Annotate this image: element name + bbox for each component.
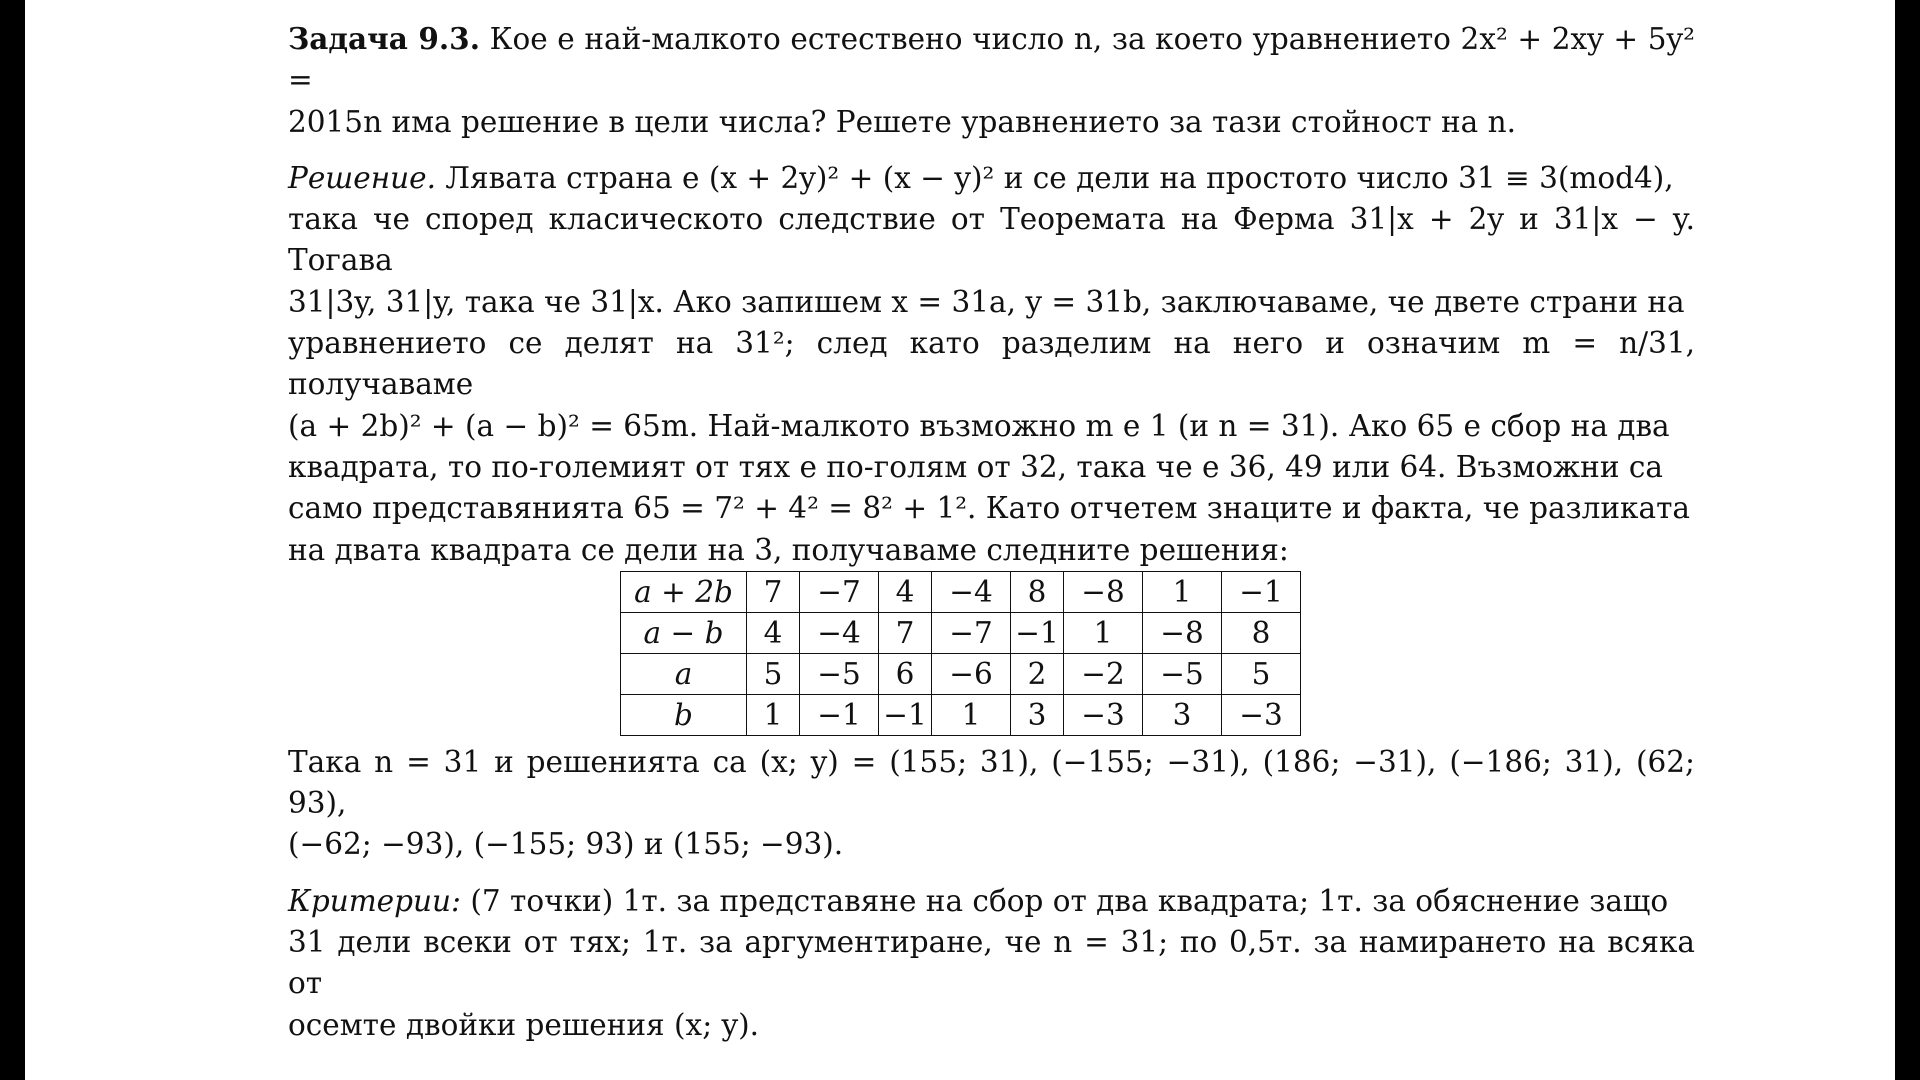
- table-row: [621, 612, 1301, 653]
- table-cell: −5: [800, 653, 879, 694]
- table-cell: 8: [1011, 571, 1064, 612]
- criteria-line-2: 31 дели всеки от тях; 1т. за аргументиране, че n = 31; по 0,5т. за намирането на всяка от: [288, 925, 1695, 1001]
- problem-line-2: 2015n има решение в цели числа? Решете уравнението за тази стойност на n.: [288, 104, 1516, 139]
- table-cell: −1: [879, 694, 932, 735]
- table-cell: 6: [879, 653, 932, 694]
- table-row-header: a: [621, 653, 747, 694]
- table-cell: 3: [1143, 694, 1222, 735]
- table-cell: −7: [800, 571, 879, 612]
- table-cell: 4: [747, 612, 800, 653]
- table-cell: −1: [1222, 571, 1301, 612]
- table-cell: −8: [1064, 571, 1143, 612]
- problem-line-1: Кое е най-малкото естествено число n, за което уравнението 2x² + 2xy + 5y² =: [288, 22, 1695, 98]
- table-row: [621, 653, 1301, 694]
- solution-line-6: квадрата, то по-големият от тях е по-голям от 32, така че е 36, 49 или 64. Възможни са: [288, 449, 1663, 484]
- problem-statement: [288, 18, 1695, 143]
- table-cell: 7: [879, 612, 932, 653]
- table-cell: −7: [932, 612, 1011, 653]
- solutions-table-body: [621, 571, 1301, 735]
- solution-label: Решение.: [288, 160, 436, 195]
- conclusion-text: [288, 742, 1695, 866]
- table-cell: 1: [1143, 571, 1222, 612]
- table-cell: 1: [932, 694, 1011, 735]
- table-row-header: a − b: [621, 612, 747, 653]
- table-cell: −4: [800, 612, 879, 653]
- solution-line-7: само представянията 65 = 7² + 4² = 8² + 1². Като отчетем знаците и факта, че разликата: [288, 491, 1690, 526]
- problem-label: Задача 9.3.: [288, 21, 480, 56]
- table-cell: 3: [1011, 694, 1064, 735]
- table-cell: −5: [1143, 653, 1222, 694]
- solution-line-1: Лявата страна е (x + 2y)² + (x − y)² и се дели на простото число 31 ≡ 3(mod4),: [445, 160, 1674, 195]
- table-cell: −2: [1064, 653, 1143, 694]
- table-cell: −3: [1222, 694, 1301, 735]
- table-cell: 5: [1222, 653, 1301, 694]
- table-cell: −1: [800, 694, 879, 735]
- criteria-label: Критерии:: [288, 883, 461, 918]
- table-cell: 4: [879, 571, 932, 612]
- table-cell: 1: [747, 694, 800, 735]
- table-cell: −1: [1011, 612, 1064, 653]
- solution-line-2: така че според класическото следствие от Теоремата на Ферма 31|x + 2y и 31|x − y. Тогава: [288, 202, 1695, 278]
- table-cell: 7: [747, 571, 800, 612]
- table-row: [621, 571, 1301, 612]
- table-row: [621, 694, 1301, 735]
- document-content: [288, 18, 1695, 1046]
- table-cell: −4: [932, 571, 1011, 612]
- table-cell: 2: [1011, 653, 1064, 694]
- conclusion-line-1: Така n = 31 и решенията са (x; y) = (155; 31), (−155; −31), (186; −31), (−186; 31), (62; 93),: [288, 744, 1695, 821]
- table-cell: −6: [932, 653, 1011, 694]
- solution-line-5: (a + 2b)² + (a − b)² = 65m. Най-малкото възможно m е 1 (и n = 31). Ако 65 е сбор на два: [288, 408, 1670, 443]
- solutions-table: [620, 571, 1301, 736]
- table-cell: 8: [1222, 612, 1301, 653]
- table-cell: −8: [1143, 612, 1222, 653]
- solution-line-3: 31|3y, 31|y, така че 31|x. Ако запишем x = 31a, y = 31b, заключаваме, че двете страни на: [288, 284, 1685, 319]
- table-row-header: a + 2b: [621, 571, 747, 612]
- table-cell: −3: [1064, 694, 1143, 735]
- table-cell: 1: [1064, 612, 1143, 653]
- solution-line-8: на двата квадрата се дели на 3, получаваме следните решения:: [288, 532, 1289, 567]
- document-page: [25, 0, 1895, 1080]
- table-cell: 5: [747, 653, 800, 694]
- solution-line-4: уравнението се делят на 31²; след като разделим на него и означим m = n/31, получаваме: [288, 326, 1695, 402]
- conclusion-line-2: (−62; −93), (−155; 93) и (155; −93).: [288, 827, 844, 862]
- criteria-text: [288, 881, 1695, 1046]
- criteria-line-1: (7 точки) 1т. за представяне на сбор от два квадрата; 1т. за обяснение защо: [470, 883, 1669, 918]
- solution-text: [288, 158, 1695, 571]
- table-row-header: b: [621, 694, 747, 735]
- criteria-line-3: осемте двойки решения (x; y).: [288, 1007, 760, 1042]
